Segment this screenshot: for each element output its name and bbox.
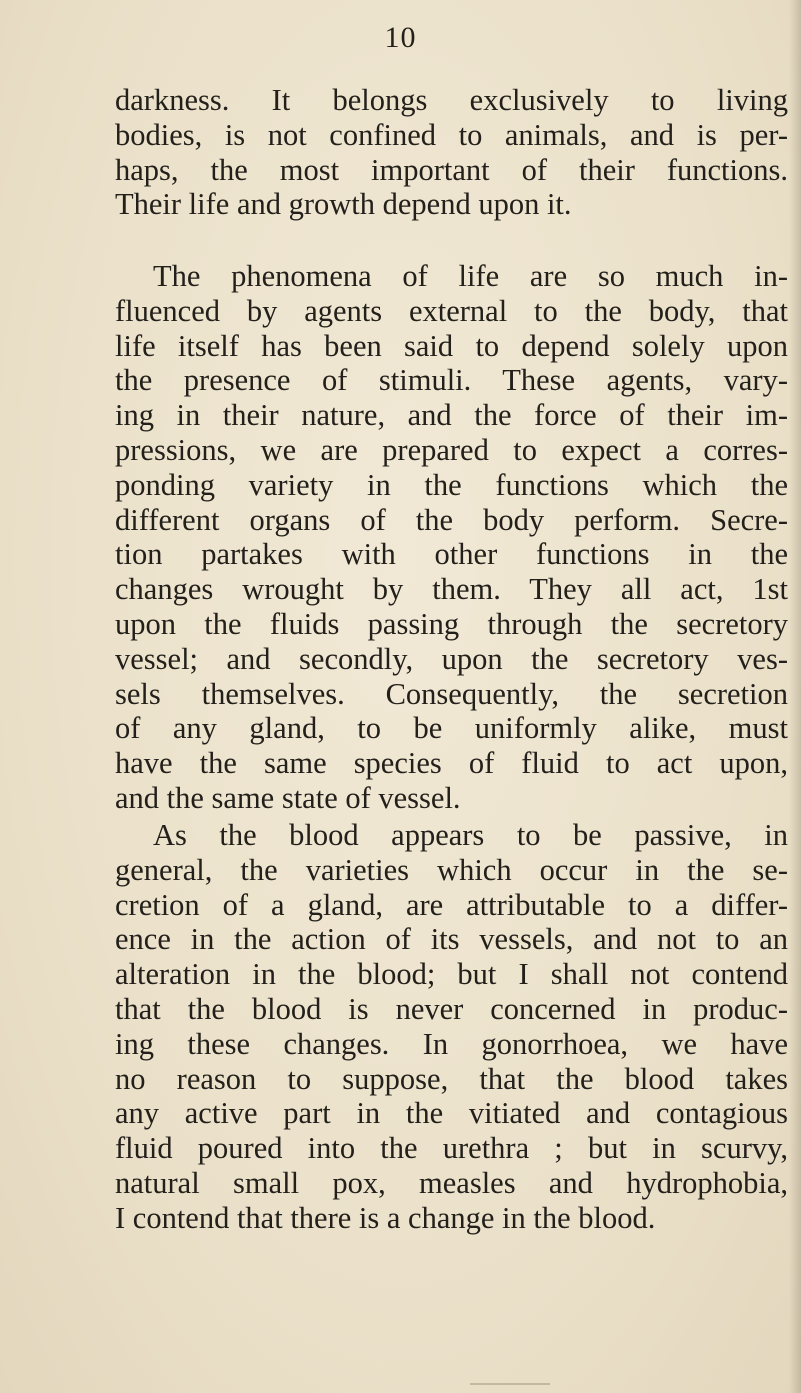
paragraph-1	[115, 83, 788, 222]
text-line: ing these changes. In gonorrhoea, we have	[115, 1026, 788, 1061]
text-line: the presence of stimuli. These agents, vary-	[115, 363, 788, 398]
text-line: and the same state of vessel.	[115, 780, 461, 815]
text-line: bodies, is not confined to animals, and is per-	[115, 117, 788, 152]
text-line: alteration in the blood; but I shall not contend	[115, 957, 788, 992]
scan-artifact-line	[470, 1383, 550, 1385]
text-line: that the blood is never concerned in produc-	[115, 991, 788, 1026]
text-line: As the blood appears to be passive, in	[153, 818, 788, 852]
paragraph-3	[115, 818, 788, 1236]
text-line: fluid poured into the urethra ; but in scurvy,	[115, 1131, 788, 1166]
page-edge-shadow	[789, 0, 801, 1393]
text-line: haps, the most important of their functions.	[115, 152, 788, 187]
page-number: 10	[384, 21, 417, 54]
text-line: darkness. It belongs exclusively to living	[115, 83, 788, 117]
text-line: tion partakes with other functions in the	[115, 537, 788, 572]
text-line: upon the fluids passing through the secretory	[115, 606, 788, 641]
text-line: any active part in the vitiated and contagious	[115, 1096, 788, 1131]
text-line: cretion of a gland, are attributable to a differ-	[115, 887, 788, 922]
text-line: fluenced by agents external to the body, that	[115, 293, 788, 328]
text-line: have the same species of fluid to act upon,	[115, 746, 788, 781]
text-line: sels themselves. Consequently, the secretion	[115, 676, 788, 711]
text-line: The phenomena of life are so much in-	[153, 259, 788, 293]
text-line: of any gland, to be uniformly alike, must	[115, 711, 788, 746]
text-line: pressions, we are prepared to expect a corres-	[115, 432, 788, 467]
text-line: different organs of the body perform. Secre-	[115, 502, 788, 537]
text-line: no reason to suppose, that the blood takes	[115, 1061, 788, 1096]
text-line: natural small pox, measles and hydrophobia,	[115, 1165, 788, 1200]
paragraph-2	[115, 259, 788, 816]
text-line: general, the varieties which occur in the se-	[115, 852, 788, 887]
text-line: Their life and growth depend upon it.	[115, 187, 572, 222]
text-line: vessel; and secondly, upon the secretory ves-	[115, 641, 788, 676]
text-line: changes wrought by them. They all act, 1st	[115, 572, 788, 607]
text-line: ing in their nature, and the force of their im-	[115, 398, 788, 433]
text-line: ponding variety in the functions which the	[115, 467, 788, 502]
text-line: I contend that there is a change in the blood.	[115, 1200, 656, 1235]
text-line: ence in the action of its vessels, and not to an	[115, 922, 788, 957]
text-line: life itself has been said to depend solely upon	[115, 328, 788, 363]
